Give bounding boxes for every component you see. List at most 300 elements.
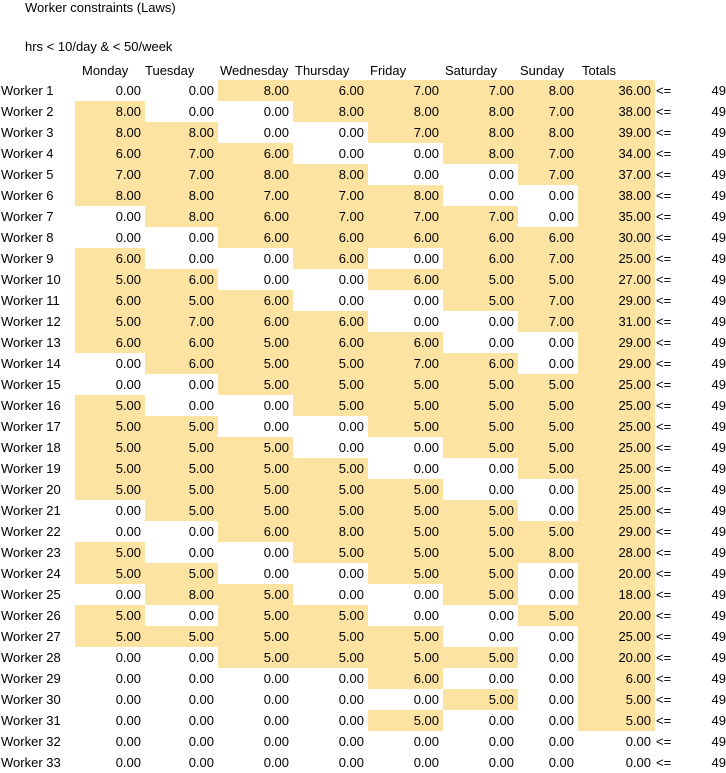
cell-wednesday[interactable]: 0.00 — [263, 671, 289, 686]
cell-thursday[interactable]: 0.00 — [338, 671, 364, 686]
cell-friday[interactable]: 0.00 — [413, 440, 439, 455]
cell-friday[interactable]: 5.00 — [368, 374, 443, 395]
cell-monday[interactable]: 7.00 — [75, 164, 145, 185]
header-thursday[interactable]: Thursday — [295, 63, 350, 78]
constraint-limit[interactable]: 49 — [711, 545, 726, 560]
constraint-limit[interactable]: 49 — [711, 125, 726, 140]
constraint-limit[interactable]: 49 — [711, 188, 726, 203]
cell-monday[interactable]: 0.00 — [115, 692, 141, 707]
cell-friday[interactable]: 5.00 — [368, 710, 443, 731]
cell-thursday[interactable]: 8.00 — [293, 521, 368, 542]
cell-tuesday[interactable]: 8.00 — [145, 584, 218, 605]
cell-saturday[interactable]: 8.00 — [443, 122, 518, 143]
cell-wednesday[interactable]: 5.00 — [218, 626, 293, 647]
cell-tuesday[interactable]: 0.00 — [188, 251, 214, 266]
constraint-limit[interactable]: 49 — [711, 713, 726, 728]
cell-sunday[interactable]: 5.00 — [518, 374, 578, 395]
constraint-limit[interactable]: 49 — [711, 629, 726, 644]
cell-friday[interactable]: 5.00 — [368, 500, 443, 521]
cell-sunday[interactable]: 0.00 — [548, 671, 574, 686]
cell-thursday[interactable]: 6.00 — [293, 80, 368, 101]
cell-wednesday[interactable]: 0.00 — [263, 251, 289, 266]
cell-monday[interactable]: 0.00 — [115, 713, 141, 728]
constraint-operator[interactable]: <= — [656, 419, 672, 434]
cell-monday[interactable]: 0.00 — [115, 209, 141, 224]
worker-label[interactable]: Worker 20 — [1, 482, 61, 497]
constraint-limit[interactable]: 49 — [711, 104, 726, 119]
cell-wednesday[interactable]: 6.00 — [218, 521, 293, 542]
cell-saturday[interactable]: 0.00 — [488, 713, 514, 728]
constraint-limit[interactable]: 49 — [711, 377, 726, 392]
cell-monday[interactable]: 0.00 — [115, 230, 141, 245]
header-saturday[interactable]: Saturday — [445, 63, 498, 78]
constraint-operator[interactable]: <= — [656, 629, 672, 644]
constraint-operator[interactable]: <= — [656, 503, 672, 518]
constraint-operator[interactable]: <= — [656, 335, 672, 350]
worker-label[interactable]: Worker 4 — [1, 146, 54, 161]
cell-monday[interactable]: 5.00 — [75, 416, 145, 437]
cell-saturday[interactable]: 7.00 — [443, 80, 518, 101]
cell-wednesday[interactable]: 6.00 — [218, 227, 293, 248]
constraint-limit[interactable]: 49 — [711, 398, 726, 413]
cell-friday[interactable]: 0.00 — [413, 461, 439, 476]
cell-friday[interactable]: 6.00 — [368, 668, 443, 689]
cell-friday[interactable]: 6.00 — [368, 269, 443, 290]
cell-saturday[interactable]: 5.00 — [443, 437, 518, 458]
header-totals[interactable]: Totals — [582, 63, 616, 78]
cell-sunday[interactable]: 0.00 — [548, 734, 574, 749]
header-tuesday[interactable]: Tuesday — [145, 63, 195, 78]
cell-monday[interactable]: 6.00 — [75, 248, 145, 269]
cell-friday[interactable]: 0.00 — [413, 734, 439, 749]
cell-saturday[interactable]: 6.00 — [443, 353, 518, 374]
cell-sunday[interactable]: 7.00 — [518, 143, 578, 164]
worker-label[interactable]: Worker 31 — [1, 713, 61, 728]
cell-monday[interactable]: 5.00 — [75, 269, 145, 290]
cell-wednesday[interactable]: 7.00 — [218, 185, 293, 206]
cell-thursday[interactable]: 5.00 — [293, 395, 368, 416]
worker-label[interactable]: Worker 29 — [1, 671, 61, 686]
constraint-operator[interactable]: <= — [656, 188, 672, 203]
cell-saturday[interactable]: 0.00 — [488, 461, 514, 476]
constraint-limit[interactable]: 49 — [711, 293, 726, 308]
header-sunday[interactable]: Sunday — [520, 63, 565, 78]
cell-sunday[interactable]: 0.00 — [548, 587, 574, 602]
cell-wednesday[interactable]: 0.00 — [263, 713, 289, 728]
cell-monday[interactable]: 0.00 — [115, 83, 141, 98]
cell-tuesday[interactable]: 5.00 — [145, 626, 218, 647]
cell-total[interactable]: 25.00 — [578, 374, 655, 395]
cell-thursday[interactable]: 0.00 — [338, 125, 364, 140]
worker-label[interactable]: Worker 25 — [1, 587, 61, 602]
cell-sunday[interactable]: 8.00 — [518, 80, 578, 101]
cell-monday[interactable]: 0.00 — [115, 755, 141, 770]
cell-tuesday[interactable]: 6.00 — [145, 353, 218, 374]
cell-wednesday[interactable]: 0.00 — [263, 104, 289, 119]
cell-tuesday[interactable]: 6.00 — [145, 332, 218, 353]
constraint-operator[interactable]: <= — [656, 167, 672, 182]
cell-total[interactable]: 31.00 — [578, 311, 655, 332]
cell-sunday[interactable]: 5.00 — [518, 458, 578, 479]
cell-thursday[interactable]: 0.00 — [338, 755, 364, 770]
worker-label[interactable]: Worker 17 — [1, 419, 61, 434]
constraint-limit[interactable]: 49 — [711, 482, 726, 497]
worker-label[interactable]: Worker 3 — [1, 125, 54, 140]
cell-thursday[interactable]: 6.00 — [293, 227, 368, 248]
cell-tuesday[interactable]: 0.00 — [188, 608, 214, 623]
constraint-limit[interactable]: 49 — [711, 356, 726, 371]
cell-tuesday[interactable]: 5.00 — [145, 290, 218, 311]
cell-wednesday[interactable]: 6.00 — [218, 290, 293, 311]
cell-total[interactable]: 25.00 — [578, 248, 655, 269]
cell-friday[interactable]: 0.00 — [413, 167, 439, 182]
cell-saturday[interactable]: 0.00 — [488, 671, 514, 686]
cell-total[interactable]: 34.00 — [578, 143, 655, 164]
cell-saturday[interactable]: 5.00 — [443, 395, 518, 416]
constraint-limit[interactable]: 49 — [711, 608, 726, 623]
cell-monday[interactable]: 0.00 — [115, 377, 141, 392]
cell-sunday[interactable]: 7.00 — [518, 311, 578, 332]
cell-sunday[interactable]: 0.00 — [548, 209, 574, 224]
constraint-operator[interactable]: <= — [656, 524, 672, 539]
cell-total[interactable]: 27.00 — [578, 269, 655, 290]
cell-wednesday[interactable]: 5.00 — [218, 605, 293, 626]
worker-label[interactable]: Worker 8 — [1, 230, 54, 245]
cell-sunday[interactable]: 0.00 — [548, 692, 574, 707]
cell-friday[interactable]: 0.00 — [413, 608, 439, 623]
worker-label[interactable]: Worker 1 — [1, 83, 54, 98]
cell-monday[interactable]: 6.00 — [75, 290, 145, 311]
cell-sunday[interactable]: 7.00 — [518, 164, 578, 185]
constraint-limit[interactable]: 49 — [711, 755, 726, 770]
cell-tuesday[interactable]: 6.00 — [145, 269, 218, 290]
worker-label[interactable]: Worker 6 — [1, 188, 54, 203]
cell-friday[interactable]: 5.00 — [368, 395, 443, 416]
worker-label[interactable]: Worker 21 — [1, 503, 61, 518]
constraint-operator[interactable]: <= — [656, 314, 672, 329]
constraint-limit[interactable]: 49 — [711, 440, 726, 455]
cell-sunday[interactable]: 5.00 — [518, 395, 578, 416]
cell-wednesday[interactable]: 0.00 — [263, 755, 289, 770]
cell-thursday[interactable]: 5.00 — [293, 458, 368, 479]
constraint-operator[interactable]: <= — [656, 692, 672, 707]
cell-friday[interactable]: 5.00 — [368, 542, 443, 563]
constraint-limit[interactable]: 49 — [711, 335, 726, 350]
cell-total[interactable]: 20.00 — [578, 647, 655, 668]
constraint-limit[interactable]: 49 — [711, 692, 726, 707]
cell-total[interactable]: 5.00 — [578, 689, 655, 710]
constraint-operator[interactable]: <= — [656, 209, 672, 224]
cell-total[interactable]: 20.00 — [578, 605, 655, 626]
constraint-limit[interactable]: 49 — [711, 461, 726, 476]
cell-saturday[interactable]: 5.00 — [443, 269, 518, 290]
constraint-limit[interactable]: 49 — [711, 566, 726, 581]
constraint-limit[interactable]: 49 — [711, 167, 726, 182]
cell-wednesday[interactable]: 0.00 — [263, 545, 289, 560]
cell-total[interactable]: 25.00 — [578, 416, 655, 437]
cell-total[interactable]: 37.00 — [578, 164, 655, 185]
worker-label[interactable]: Worker 28 — [1, 650, 61, 665]
cell-total[interactable]: 18.00 — [578, 584, 655, 605]
cell-friday[interactable]: 0.00 — [413, 692, 439, 707]
constraint-operator[interactable]: <= — [656, 713, 672, 728]
worker-label[interactable]: Worker 33 — [1, 755, 61, 770]
cell-saturday[interactable]: 5.00 — [443, 647, 518, 668]
cell-thursday[interactable]: 7.00 — [293, 185, 368, 206]
constraint-limit[interactable]: 49 — [711, 671, 726, 686]
constraint-limit[interactable]: 49 — [711, 272, 726, 287]
cell-saturday[interactable]: 0.00 — [488, 629, 514, 644]
cell-monday[interactable]: 5.00 — [75, 437, 145, 458]
cell-monday[interactable]: 6.00 — [75, 143, 145, 164]
cell-wednesday[interactable]: 0.00 — [263, 272, 289, 287]
cell-monday[interactable]: 0.00 — [115, 503, 141, 518]
cell-saturday[interactable]: 8.00 — [443, 143, 518, 164]
cell-monday[interactable]: 5.00 — [75, 458, 145, 479]
constraint-limit[interactable]: 49 — [711, 587, 726, 602]
constraint-operator[interactable]: <= — [656, 356, 672, 371]
cell-total[interactable]: 29.00 — [578, 332, 655, 353]
cell-monday[interactable]: 0.00 — [115, 587, 141, 602]
cell-sunday[interactable]: 7.00 — [518, 290, 578, 311]
cell-tuesday[interactable]: 0.00 — [188, 545, 214, 560]
cell-total[interactable]: 25.00 — [578, 437, 655, 458]
cell-tuesday[interactable]: 5.00 — [145, 437, 218, 458]
cell-tuesday[interactable]: 5.00 — [145, 500, 218, 521]
cell-thursday[interactable]: 0.00 — [338, 566, 364, 581]
cell-saturday[interactable]: 5.00 — [443, 374, 518, 395]
constraint-limit[interactable]: 49 — [711, 503, 726, 518]
cell-friday[interactable]: 6.00 — [368, 227, 443, 248]
cell-wednesday[interactable]: 0.00 — [263, 692, 289, 707]
cell-total[interactable]: 5.00 — [578, 710, 655, 731]
cell-saturday[interactable]: 5.00 — [443, 689, 518, 710]
cell-tuesday[interactable]: 8.00 — [145, 206, 218, 227]
cell-total[interactable]: 25.00 — [578, 458, 655, 479]
cell-total[interactable]: 29.00 — [578, 353, 655, 374]
cell-tuesday[interactable]: 0.00 — [188, 671, 214, 686]
constraint-limit[interactable]: 49 — [711, 524, 726, 539]
cell-sunday[interactable]: 7.00 — [518, 101, 578, 122]
cell-thursday[interactable]: 5.00 — [293, 626, 368, 647]
constraint-operator[interactable]: <= — [656, 398, 672, 413]
cell-saturday[interactable]: 7.00 — [443, 206, 518, 227]
worker-label[interactable]: Worker 23 — [1, 545, 61, 560]
cell-saturday[interactable]: 0.00 — [488, 608, 514, 623]
cell-friday[interactable]: 5.00 — [368, 416, 443, 437]
cell-wednesday[interactable]: 5.00 — [218, 353, 293, 374]
cell-total[interactable]: 39.00 — [578, 122, 655, 143]
cell-monday[interactable]: 5.00 — [75, 479, 145, 500]
cell-saturday[interactable]: 6.00 — [443, 248, 518, 269]
cell-saturday[interactable]: 0.00 — [488, 755, 514, 770]
cell-sunday[interactable]: 0.00 — [548, 629, 574, 644]
cell-tuesday[interactable]: 0.00 — [188, 692, 214, 707]
cell-thursday[interactable]: 0.00 — [338, 587, 364, 602]
cell-total[interactable]: 36.00 — [578, 80, 655, 101]
cell-wednesday[interactable]: 6.00 — [218, 311, 293, 332]
cell-tuesday[interactable]: 5.00 — [145, 416, 218, 437]
cell-wednesday[interactable]: 0.00 — [263, 734, 289, 749]
cell-thursday[interactable]: 5.00 — [293, 479, 368, 500]
cell-total[interactable]: 29.00 — [578, 521, 655, 542]
constraint-limit[interactable]: 49 — [711, 230, 726, 245]
cell-sunday[interactable]: 7.00 — [518, 248, 578, 269]
cell-monday[interactable]: 5.00 — [75, 311, 145, 332]
constraint-limit[interactable]: 49 — [711, 209, 726, 224]
cell-wednesday[interactable]: 5.00 — [218, 458, 293, 479]
cell-thursday[interactable]: 6.00 — [293, 248, 368, 269]
cell-saturday[interactable]: 5.00 — [443, 542, 518, 563]
cell-total[interactable]: 28.00 — [578, 542, 655, 563]
sheet-subtitle[interactable]: hrs < 10/day & < 50/week — [25, 39, 173, 54]
cell-thursday[interactable]: 5.00 — [293, 542, 368, 563]
cell-thursday[interactable]: 5.00 — [293, 353, 368, 374]
header-friday[interactable]: Friday — [370, 63, 407, 78]
cell-saturday[interactable]: 6.00 — [443, 227, 518, 248]
constraint-operator[interactable]: <= — [656, 734, 672, 749]
cell-monday[interactable]: 5.00 — [75, 542, 145, 563]
cell-wednesday[interactable]: 5.00 — [218, 479, 293, 500]
cell-saturday[interactable]: 0.00 — [488, 188, 514, 203]
cell-monday[interactable]: 0.00 — [115, 671, 141, 686]
worker-label[interactable]: Worker 14 — [1, 356, 61, 371]
constraint-operator[interactable]: <= — [656, 293, 672, 308]
cell-tuesday[interactable]: 7.00 — [145, 143, 218, 164]
cell-monday[interactable]: 0.00 — [115, 650, 141, 665]
cell-tuesday[interactable]: 0.00 — [188, 398, 214, 413]
cell-friday[interactable]: 0.00 — [413, 755, 439, 770]
header-wednesday[interactable]: Wednesday — [220, 63, 289, 78]
cell-tuesday[interactable]: 0.00 — [188, 230, 214, 245]
cell-total[interactable]: 25.00 — [578, 626, 655, 647]
constraint-operator[interactable]: <= — [656, 461, 672, 476]
constraint-operator[interactable]: <= — [656, 83, 672, 98]
cell-sunday[interactable]: 5.00 — [518, 416, 578, 437]
worker-label[interactable]: Worker 7 — [1, 209, 54, 224]
cell-sunday[interactable]: 0.00 — [548, 713, 574, 728]
cell-friday[interactable]: 0.00 — [413, 314, 439, 329]
cell-sunday[interactable]: 0.00 — [548, 650, 574, 665]
cell-total[interactable]: 0.00 — [625, 755, 651, 770]
cell-sunday[interactable]: 0.00 — [548, 755, 574, 770]
cell-sunday[interactable]: 8.00 — [518, 542, 578, 563]
cell-saturday[interactable]: 0.00 — [488, 335, 514, 350]
cell-thursday[interactable]: 6.00 — [293, 311, 368, 332]
cell-tuesday[interactable]: 8.00 — [145, 185, 218, 206]
worker-label[interactable]: Worker 30 — [1, 692, 61, 707]
constraint-operator[interactable]: <= — [656, 671, 672, 686]
cell-saturday[interactable]: 5.00 — [443, 563, 518, 584]
cell-sunday[interactable]: 0.00 — [548, 335, 574, 350]
cell-total[interactable]: 25.00 — [578, 500, 655, 521]
cell-monday[interactable]: 5.00 — [75, 395, 145, 416]
constraint-limit[interactable]: 49 — [711, 83, 726, 98]
cell-sunday[interactable]: 0.00 — [548, 566, 574, 581]
cell-wednesday[interactable]: 5.00 — [218, 437, 293, 458]
worker-label[interactable]: Worker 12 — [1, 314, 61, 329]
cell-thursday[interactable]: 0.00 — [338, 146, 364, 161]
cell-friday[interactable]: 7.00 — [368, 353, 443, 374]
cell-wednesday[interactable]: 0.00 — [263, 125, 289, 140]
cell-thursday[interactable]: 0.00 — [338, 419, 364, 434]
cell-thursday[interactable]: 7.00 — [293, 206, 368, 227]
cell-tuesday[interactable]: 0.00 — [188, 713, 214, 728]
constraint-operator[interactable]: <= — [656, 650, 672, 665]
constraint-operator[interactable]: <= — [656, 230, 672, 245]
worker-label[interactable]: Worker 2 — [1, 104, 54, 119]
cell-tuesday[interactable]: 0.00 — [188, 524, 214, 539]
cell-sunday[interactable]: 0.00 — [548, 482, 574, 497]
constraint-operator[interactable]: <= — [656, 587, 672, 602]
cell-friday[interactable]: 0.00 — [413, 587, 439, 602]
cell-tuesday[interactable]: 5.00 — [145, 563, 218, 584]
cell-monday[interactable]: 0.00 — [115, 524, 141, 539]
constraint-operator[interactable]: <= — [656, 545, 672, 560]
constraint-limit[interactable]: 49 — [711, 146, 726, 161]
cell-monday[interactable]: 5.00 — [75, 626, 145, 647]
cell-monday[interactable]: 0.00 — [115, 356, 141, 371]
worker-label[interactable]: Worker 11 — [1, 293, 60, 308]
cell-sunday[interactable]: 5.00 — [518, 521, 578, 542]
cell-wednesday[interactable]: 6.00 — [218, 206, 293, 227]
cell-thursday[interactable]: 0.00 — [338, 692, 364, 707]
cell-wednesday[interactable]: 6.00 — [218, 143, 293, 164]
constraint-limit[interactable]: 49 — [711, 419, 726, 434]
worker-label[interactable]: Worker 15 — [1, 377, 61, 392]
cell-total[interactable]: 20.00 — [578, 563, 655, 584]
cell-tuesday[interactable]: 5.00 — [145, 458, 218, 479]
cell-sunday[interactable]: 0.00 — [548, 503, 574, 518]
cell-thursday[interactable]: 0.00 — [338, 713, 364, 728]
cell-wednesday[interactable]: 5.00 — [218, 374, 293, 395]
cell-saturday[interactable]: 0.00 — [488, 314, 514, 329]
constraint-operator[interactable]: <= — [656, 104, 672, 119]
cell-wednesday[interactable]: 5.00 — [218, 584, 293, 605]
constraint-operator[interactable]: <= — [656, 377, 672, 392]
cell-tuesday[interactable]: 7.00 — [145, 311, 218, 332]
cell-tuesday[interactable]: 0.00 — [188, 104, 214, 119]
cell-saturday[interactable]: 0.00 — [488, 167, 514, 182]
cell-friday[interactable]: 5.00 — [368, 647, 443, 668]
worker-label[interactable]: Worker 32 — [1, 734, 61, 749]
cell-sunday[interactable]: 8.00 — [518, 122, 578, 143]
worker-label[interactable]: Worker 19 — [1, 461, 61, 476]
cell-monday[interactable]: 8.00 — [75, 185, 145, 206]
cell-thursday[interactable]: 5.00 — [293, 647, 368, 668]
constraint-operator[interactable]: <= — [656, 146, 672, 161]
cell-monday[interactable]: 8.00 — [75, 101, 145, 122]
cell-friday[interactable]: 0.00 — [413, 293, 439, 308]
cell-sunday[interactable]: 5.00 — [518, 437, 578, 458]
constraint-operator[interactable]: <= — [656, 251, 672, 266]
constraint-operator[interactable]: <= — [656, 440, 672, 455]
cell-sunday[interactable]: 6.00 — [518, 227, 578, 248]
cell-thursday[interactable]: 0.00 — [338, 734, 364, 749]
cell-saturday[interactable]: 0.00 — [488, 482, 514, 497]
cell-friday[interactable]: 7.00 — [368, 206, 443, 227]
cell-thursday[interactable]: 0.00 — [338, 440, 364, 455]
cell-friday[interactable]: 5.00 — [368, 521, 443, 542]
cell-wednesday[interactable]: 5.00 — [218, 500, 293, 521]
constraint-operator[interactable]: <= — [656, 482, 672, 497]
cell-tuesday[interactable]: 0.00 — [188, 755, 214, 770]
cell-sunday[interactable]: 5.00 — [518, 605, 578, 626]
cell-wednesday[interactable]: 0.00 — [263, 566, 289, 581]
cell-thursday[interactable]: 5.00 — [293, 605, 368, 626]
cell-tuesday[interactable]: 7.00 — [145, 164, 218, 185]
cell-thursday[interactable]: 5.00 — [293, 374, 368, 395]
